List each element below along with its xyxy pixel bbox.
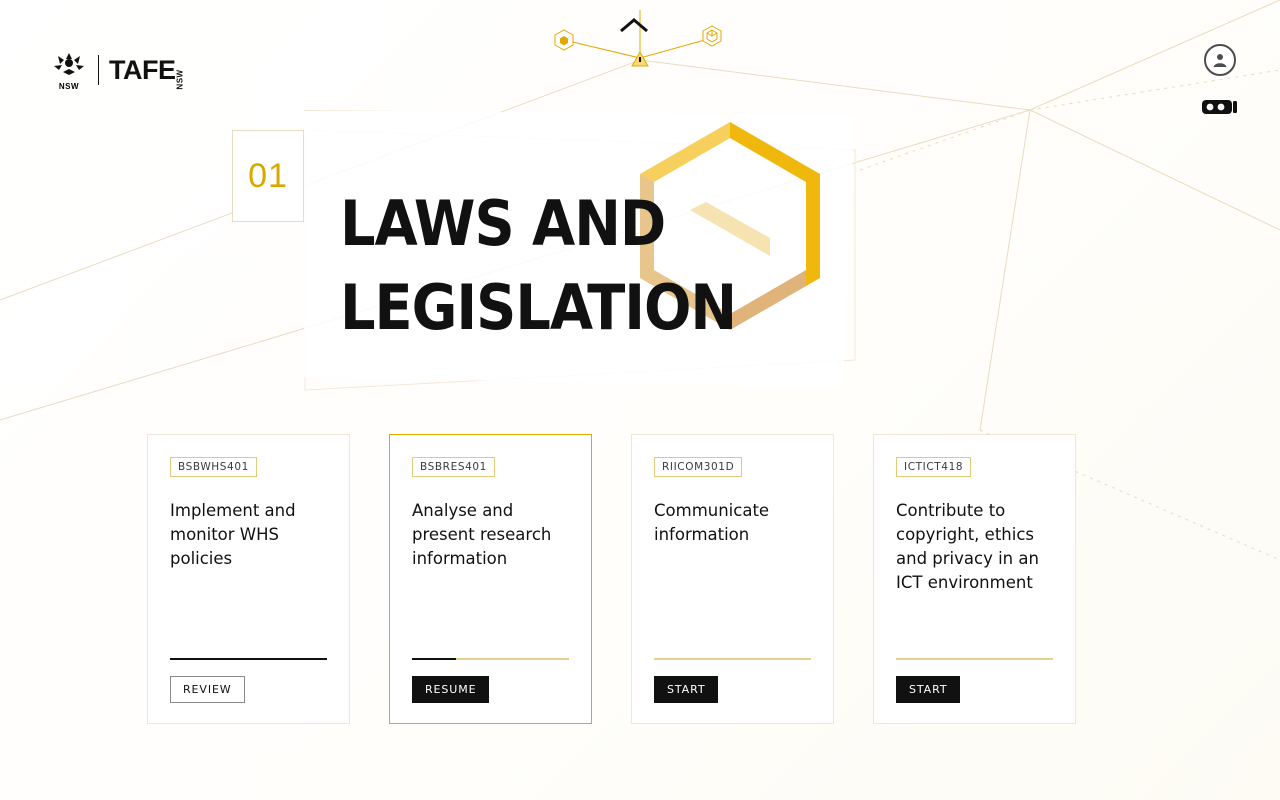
- progress-track: [654, 658, 811, 660]
- course-card[interactable]: [873, 434, 1076, 724]
- nsw-label: NSW: [58, 82, 80, 91]
- course-code: ICTICT418: [896, 457, 971, 477]
- course-code: BSBWHS401: [170, 457, 257, 477]
- account-circle-icon[interactable]: [1204, 44, 1236, 76]
- progress-track: [412, 658, 569, 660]
- course-card-list: [147, 434, 1076, 724]
- page-title-line2: LEGISLATION: [340, 271, 737, 344]
- chevron-up-icon[interactable]: [618, 16, 650, 43]
- course-title: Contribute to copyright, ethics and privacy in an ICT environment: [896, 501, 1039, 592]
- course-title: Implement and monitor WHS policies: [170, 501, 296, 568]
- triangle-node-icon: [632, 52, 648, 66]
- brand-logo[interactable]: [50, 52, 190, 91]
- nsw-waratah-icon: [50, 52, 88, 91]
- node-nav-graphic[interactable]: [540, 0, 740, 100]
- course-action-button[interactable]: START: [654, 676, 718, 703]
- course-action-button[interactable]: REVIEW: [170, 676, 245, 703]
- logo-divider: [98, 55, 99, 85]
- progress-bar: [170, 658, 327, 660]
- course-title: Communicate information: [654, 501, 770, 544]
- progress-fill: [412, 658, 456, 660]
- course-action-button[interactable]: START: [896, 676, 960, 703]
- progress-bar: [896, 658, 1053, 660]
- course-code: BSBRES401: [412, 457, 495, 477]
- progress-track: [170, 658, 327, 660]
- progress-bar: [412, 658, 569, 660]
- tafe-wordmark: TAFE: [109, 54, 176, 85]
- page-title: [340, 182, 980, 350]
- course-card[interactable]: [389, 434, 592, 724]
- progress-bar: [654, 658, 811, 660]
- course-title: Analyse and present research information: [412, 501, 552, 568]
- course-card[interactable]: [147, 434, 350, 724]
- hero-number-box: [232, 130, 304, 222]
- course-code: RIICOM301D: [654, 457, 742, 477]
- page-title-line1: LAWS AND: [340, 187, 666, 260]
- vr-headset-icon[interactable]: [1200, 96, 1240, 118]
- tafe-nsw-suffix: NSW: [175, 68, 185, 90]
- top-right-toolbar: [1200, 44, 1240, 118]
- hero-number: 01: [248, 156, 288, 195]
- course-action-button[interactable]: RESUME: [412, 676, 489, 703]
- progress-fill: [170, 658, 327, 660]
- progress-track: [896, 658, 1053, 660]
- course-card[interactable]: [631, 434, 834, 724]
- top-node-nav[interactable]: [540, 0, 740, 100]
